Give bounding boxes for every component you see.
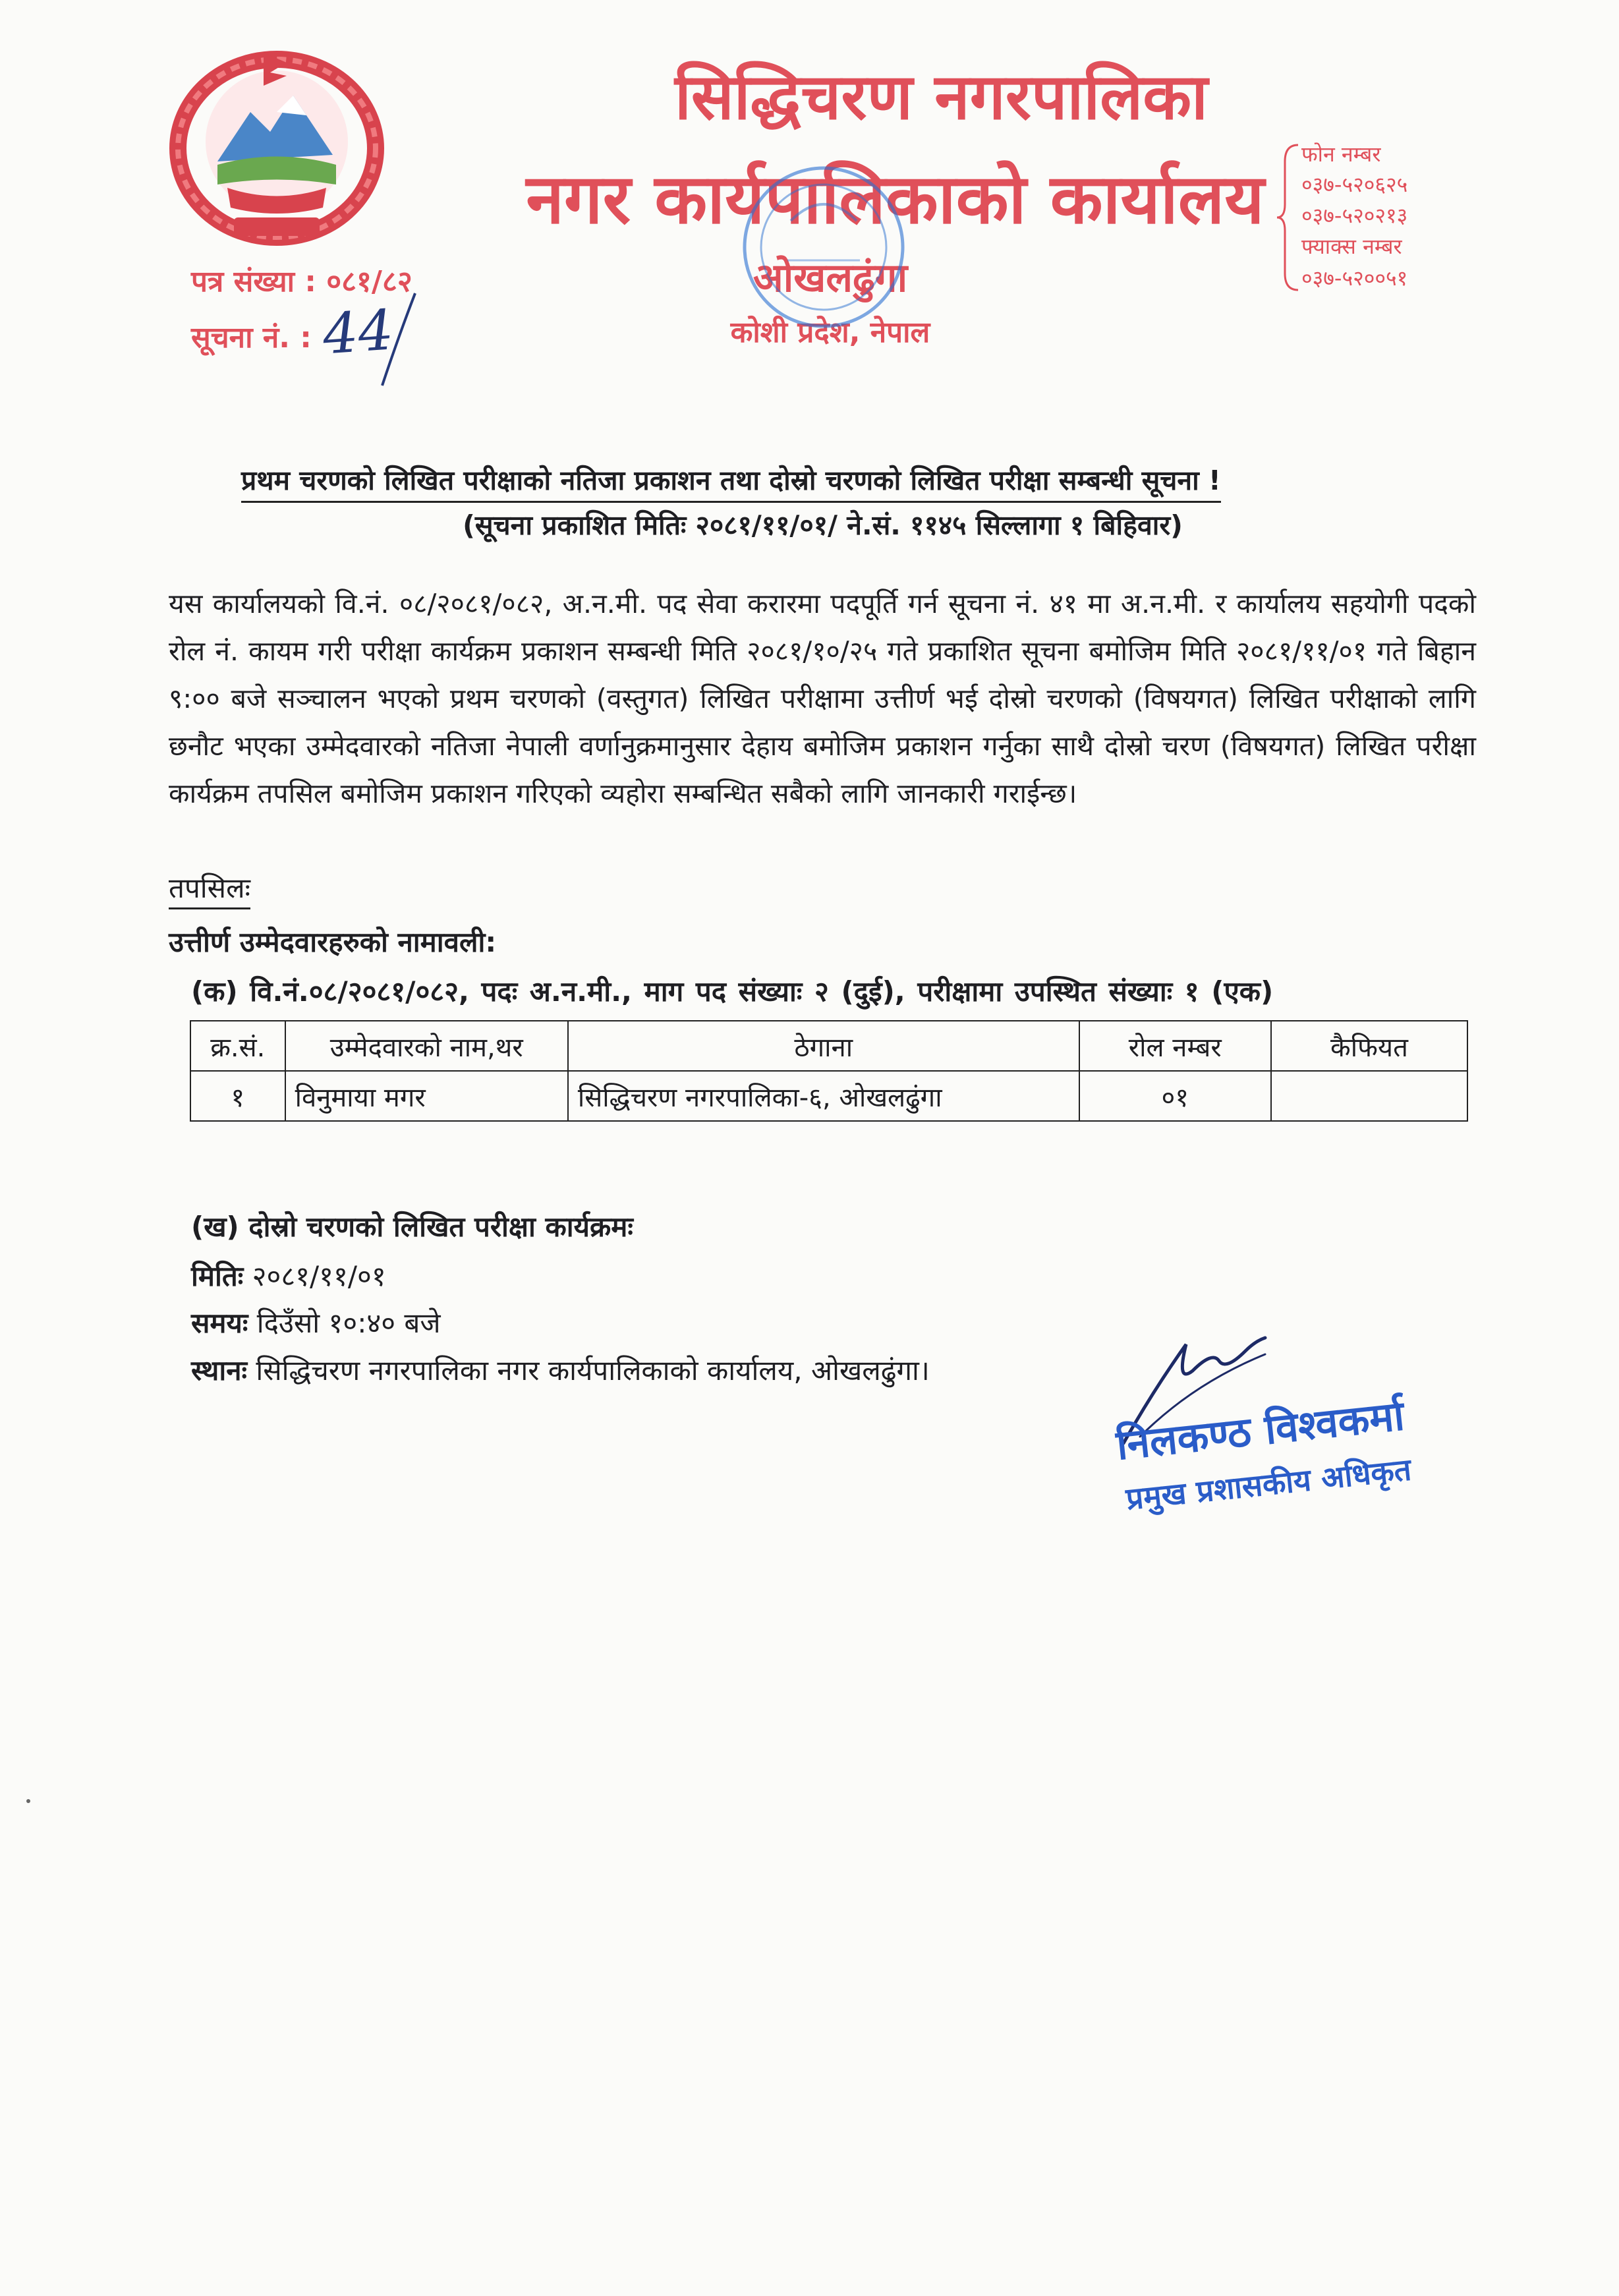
header-serial: क्र.सं. xyxy=(190,1021,285,1071)
cell-roll-number: ०१ xyxy=(1079,1071,1271,1121)
phone-label: फोन नम्बर xyxy=(1301,142,1381,167)
signer-title: प्रमुख प्रशासकीय अधिकृत xyxy=(1124,1451,1413,1517)
cell-candidate-name: विनुमाया मगर xyxy=(285,1071,568,1121)
passed-candidates-heading: उत्तीर्ण उम्मेदवारहरुको नामावली: xyxy=(169,926,497,958)
table-header-row xyxy=(190,1021,1467,1071)
exam-place-line xyxy=(191,1351,930,1389)
handwritten-stroke xyxy=(369,290,422,389)
vacancy-summary-line: (क) वि.नं.०८/२०८१/०८२, पदः अ.न.मी., माग पद संख्याः २ (दुई), परीक्षामा उपस्थित संख्याः १ (एक) xyxy=(191,975,1274,1008)
cell-remarks xyxy=(1271,1071,1467,1121)
header-address: ठेगाना xyxy=(568,1021,1079,1071)
office-seal-stamp xyxy=(705,129,942,366)
signer-name: निलकण्ठ विश्वकर्मा xyxy=(1114,1391,1407,1470)
notice-body: यस कार्यालयको वि.नं. ०८/२०८१/०८२, अ.न.मी. पद सेवा करारमा पदपूर्ति गर्न सूचना नं. ४१ मा अ.न.मी. र कार्यालय सहयोगी पदको रोल नं. कायम गरी परीक्षा कार्यक्रम प्रकाशन सम्बन्धी मिति २०८१/१०/२५ गते प्रकाशित सूचना बमोजिम मिति २०८१/११/०१ गते बिहान ९:०० बजे सञ्चालन भएको प्रथम चरणको (वस्तुगत) लिखित परीक्षामा उत्तीर्ण भई दोस्रो चरणको (विषयगत) लिखित परीक्षाको लागि छनौट भएका उम्मेदवारको नतिजा नेपाली वर्णानुक्रमानुसार देहाय बमोजिम प्रकाशन गर्नुका साथै दोस्रो चरण (विषयगत) लिखित परीक्षा कार्यक्रम तपसिल बमोजिम प्रकाशन गरिएको व्यहोरा सम्बन्धित सबैको लागि जानकारी गराईन्छ। xyxy=(169,588,1476,809)
exam-place-value: सिद्धिचरण नगरपालिका नगर कार्यपालिकाको कार्यालय, ओखलढुंगा। xyxy=(256,1354,930,1387)
letter-number: पत्र संख्या : ०८१/८२ xyxy=(191,265,412,299)
fax-number: ०३७-५२००५१ xyxy=(1301,266,1408,291)
fax-label: फ्याक्स नम्बर xyxy=(1301,234,1402,259)
contact-brace-icon xyxy=(1275,142,1301,293)
province-name: कोशी प्रदेश, नेपाल xyxy=(730,316,930,349)
notice-number-handwritten: 44 xyxy=(320,297,396,367)
scan-speck xyxy=(26,1799,30,1803)
municipality-name: सिद्धिचरण नगरपालिका xyxy=(675,60,1208,134)
exam-time-label: समयः xyxy=(191,1307,248,1339)
results-table xyxy=(190,1020,1468,1122)
notice-number-label: सूचना नं. : xyxy=(191,321,312,355)
office-name: नगर कार्यपालिकाको कार्यालय xyxy=(526,159,1264,239)
cell-serial: १ xyxy=(190,1071,285,1121)
header-remarks: कैफियत xyxy=(1271,1021,1467,1071)
exam-time-line xyxy=(191,1304,441,1341)
phone-number-2: ०३७-५२०२१३ xyxy=(1301,203,1408,228)
notice-subtitle: (सूचना प्रकाशित मितिः २०८१/११/०१/ ने.सं. ११४५ सिल्लागा १ बिहिवार) xyxy=(463,509,1183,541)
second-phase-heading: (ख) दोस्रो चरणको लिखित परीक्षा कार्यक्रमः xyxy=(191,1211,633,1243)
table-row xyxy=(190,1071,1467,1121)
exam-date-line xyxy=(191,1257,386,1294)
phone-number-1: ०३७-५२०६२५ xyxy=(1301,172,1408,197)
header-roll-number: रोल नम्बर xyxy=(1079,1021,1271,1071)
notice-title: प्रथम चरणको लिखित परीक्षाको नतिजा प्रकाशन तथा दोस्रो चरणको लिखित परीक्षा सम्बन्धी सूचना ! xyxy=(241,461,1221,503)
cell-address: सिद्धिचरण नगरपालिका-६, ओखलढुंगा xyxy=(568,1071,1079,1121)
district-name: ओखलढुंगा xyxy=(753,255,908,301)
exam-date-value: २०८१/११/०१ xyxy=(252,1260,386,1292)
details-heading: तपसिलः xyxy=(169,869,250,909)
exam-time-value: दिउँसो १०:४० बजे xyxy=(256,1307,441,1339)
exam-date-label: मितिः xyxy=(191,1260,244,1292)
header-candidate-name: उम्मेदवारको नाम,थर xyxy=(285,1021,568,1071)
exam-place-label: स्थानः xyxy=(191,1354,248,1387)
